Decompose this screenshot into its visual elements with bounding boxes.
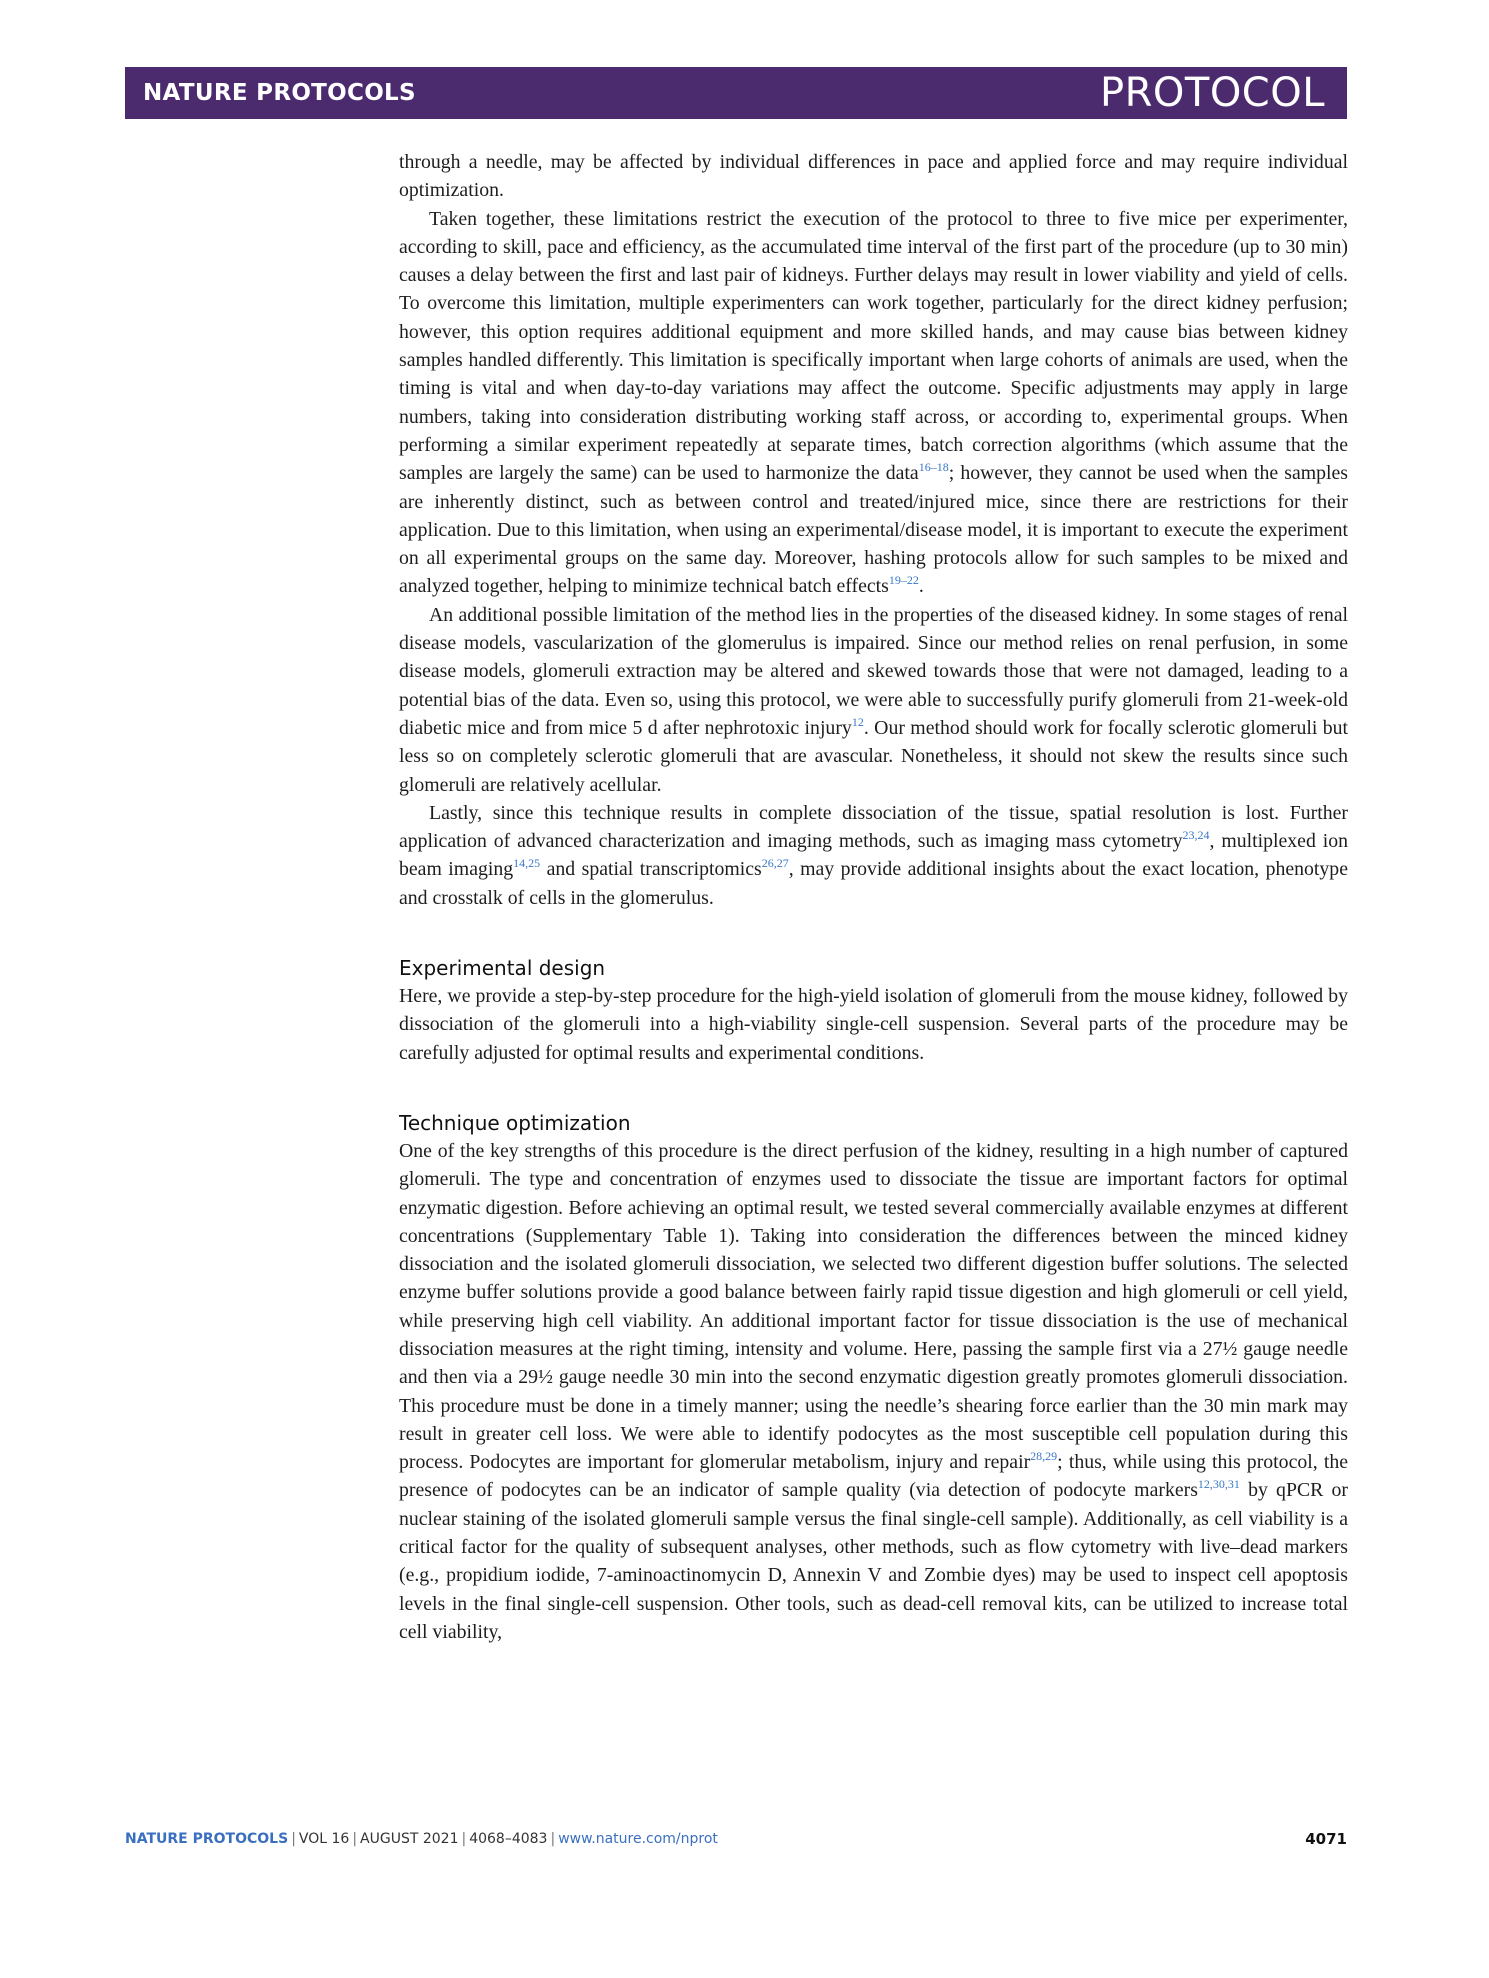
paragraph-diseased-kidney: An additional possible limitation of the method lies in the properties of the diseased kidney. In some stages of renal disease models, vascularization of the glomerulus is impaired. Since our method relies on renal perfusion, in some disease models, glomeruli extraction may be altered and skewed towards those that were not damaged, leading to a potential bias of the data. Even so, using this protocol, we were able to successfully purify glomeruli from 21-week-old diabetic mice and from mice 5 d after nephrotoxic injury$^{12}$. Our method should work for focally sclerotic glomeruli but less so on completely sclerotic glomeruli that are avascular. Nonetheless, it should not skew the results since such glomeruli are relatively acellular. (399, 603, 1348, 796)
citation-link[interactable]: 12 (851, 714, 864, 729)
citation-link[interactable]: 23,24 (1182, 828, 1210, 843)
footer-pages: 4068–4083 (469, 1831, 548, 1847)
page-footer (125, 1826, 1347, 1852)
footer-volume: VOL 16 (298, 1831, 350, 1847)
journal-header-bar (125, 67, 1347, 119)
footer-journal-name: NATURE PROTOCOLS (125, 1831, 289, 1847)
paragraph-limitations: Taken together, these limitations restrict the execution of the protocol to three to five mice per experimenter, according to skill, pace and efficiency, as the accumulated time interval of the first part of the procedure (up to 30 min) causes a delay between the first and last pair of kidneys. Further delays may result in lower viability and yield of cells. To overcome this limitation, multiple experimenters can work together, particularly for the direct kidney perfusion; however, this option requires additional equipment and more skilled hands, and may cause bias between kidney samples handled differently. This limitation is specifically important when large cohorts of animals are used, when the timing is vital and when day-to-day variations may affect the outcome. Specific adjustments may apply in large numbers, taking into consideration distributing working staff across, or according to, experimental groups. When performing a similar experiment repeatedly at separate times, batch correction algorithms (which assume that the samples are largely the same) can be used to harmonize the data$^{16-18}$; however, they cannot be used when the samples are inherently distinct, such as between control and treated/injured mice, since there are restrictions for their application. Due to this limitation, when using an experimental/disease model, it is important to execute the experiment on all experimental groups on the same day. Moreover, hashing protocols allow for such samples to be mixed and analyzed together, helping to minimize technical batch effects$^{19-22}$. (399, 207, 1348, 598)
page-number: 4071 (1305, 1830, 1347, 1848)
article-body (399, 148, 1348, 1646)
citation-link[interactable]: 12,30,31 (1197, 1477, 1240, 1492)
citation-link[interactable]: 26,27 (761, 856, 789, 871)
section-heading-technique-optimization: Technique optimization (399, 1110, 631, 1135)
citation-link[interactable]: 19–22 (888, 573, 919, 588)
paragraph-technique-optimization: One of the key strengths of this procedure is the direct perfusion of the kidney, resulting in a high number of captured glomeruli. The type and concentration of enzymes used to dissociate the tissue are important factors for optimal enzymatic digestion. Before achieving an optimal result, we tested several commercially available enzymes at different concentrations (Supplementary Table 1). Taking into consideration the differences between the minced kidney dissociation and the isolated glomeruli dissociation, we selected two different digestion buffer solutions. The selected enzyme buffer solutions provide a good balance between fairly rapid tissue digestion and high glomeruli or cell yield, while preserving high cell viability. An additional important factor for tissue dissociation is the use of mechanical dissociation measures at the right timing, intensity and volume. Here, passing the sample first via a 27½ gauge needle and then via a 29½ gauge needle 30 min into the second enzymatic digestion greatly promotes glomeruli dissociation. This procedure must be done in a timely manner; using the needle’s shearing force earlier than the 30 min mark may result in greater cell loss. We were able to identify podocytes as the most susceptible cell population during this process. Podocytes are important for glomerular metabolism, injury and repair$^{28,29}$; thus, while using this protocol, the presence of podocytes can be an indicator of sample quality (via detection of podocyte markers$^{12,30,31}$ by qPCR or nuclear staining of the isolated glomeruli sample versus the final single-cell sample). Additionally, as cell viability is a critical factor for the quality of subsequent analyses, other methods, such as flow cytometry with live–dead markers (e.g., propidium iodide, 7-aminoactinomycin D, Annexin V and Zombie dyes) may be used to inspect cell apoptosis levels in the final single-cell suspension. Other tools, such as dead-cell removal kits, can be utilized to increase total cell viability, (399, 1139, 1349, 1643)
paragraph-continuation: through a needle, may be affected by individual differences in pace and applied force and may require individual optimization. (399, 151, 1348, 202)
paragraph-experimental-design: Here, we provide a step-by-step procedure for the high-yield isolation of glomeruli from the mouse kidney, followed by dissociation of the glomeruli into a high-viability single-cell suspension. Several parts of the procedure may be carefully adjusted for optimal results and experimental conditions. (399, 985, 1348, 1064)
paragraph-spatial-resolution: Lastly, since this technique results in complete dissociation of the tissue, spatial resolution is lost. Further application of advanced characterization and imaging methods, such as imaging mass cytometry$^{23,24}$, multiplexed ion beam imaging$^{14,25}$ and spatial transcriptomics$^{26,27}$, may provide additional insights about the exact location, phenotype and crosstalk of cells in the glomerulus. (399, 801, 1348, 909)
footer-journal-url[interactable]: www.nature.com/nprot (558, 1831, 718, 1847)
citation-link[interactable]: 14,25 (513, 856, 541, 871)
footer-date: AUGUST 2021 (360, 1831, 459, 1847)
section-heading-experimental-design: Experimental design (399, 956, 606, 981)
citation-link[interactable]: 28,29 (1030, 1449, 1058, 1464)
footer-citation: NATURE PROTOCOLS | VOL 16 | AUGUST 2021 | 4068–4083 | www.nature.com/nprot (125, 1831, 718, 1847)
journal-name: NATURE PROTOCOLS (143, 80, 416, 106)
article-type-label: PROTOCOL (1099, 70, 1325, 116)
citation-link[interactable]: 16–18 (918, 460, 949, 475)
